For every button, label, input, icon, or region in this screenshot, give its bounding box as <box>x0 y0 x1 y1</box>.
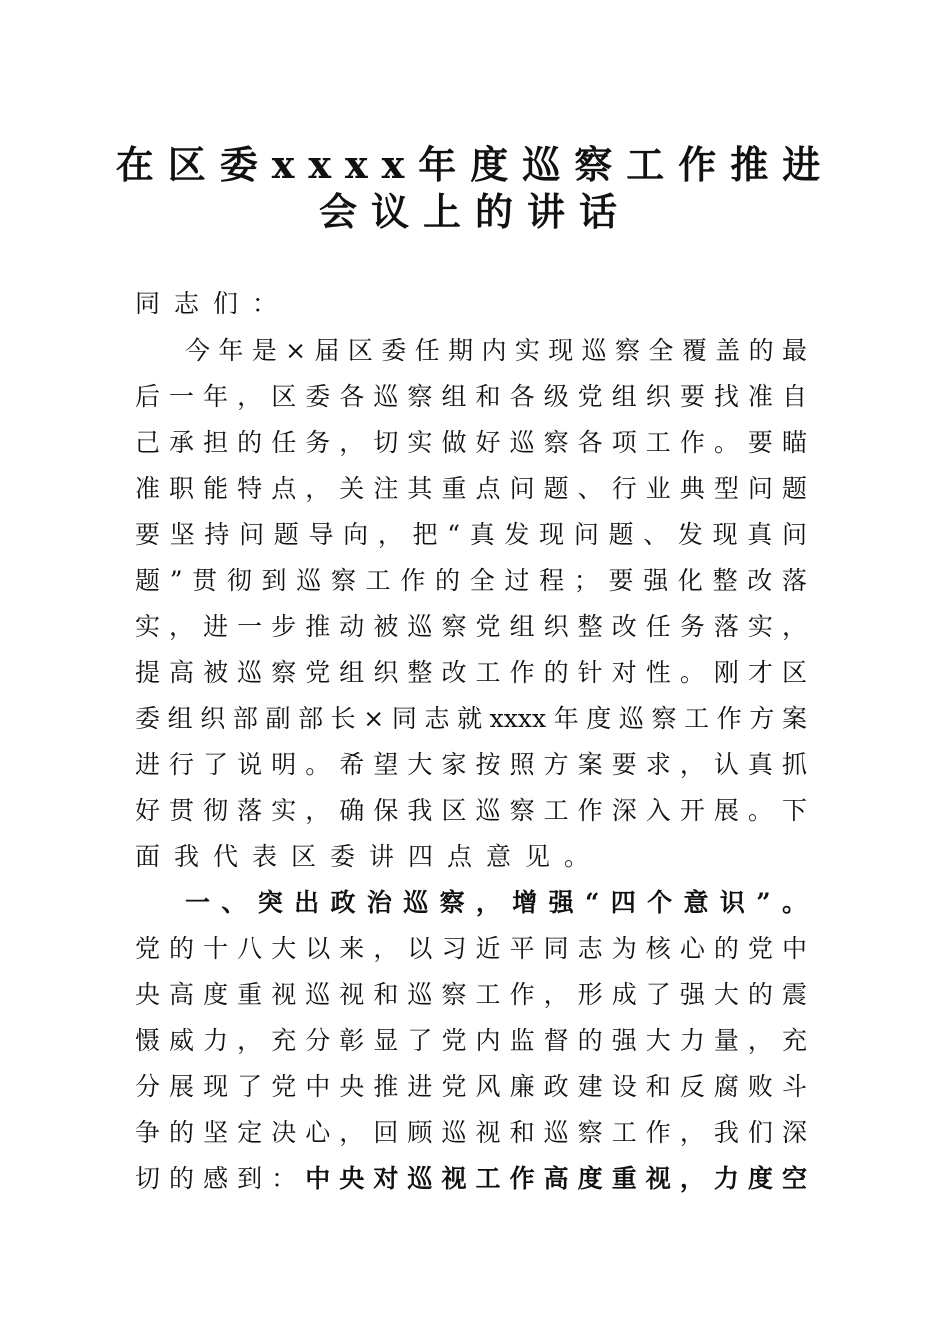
salutation: 同志们： <box>135 289 292 318</box>
document-title-line-2: 会议上的讲话 <box>318 189 631 234</box>
paragraph-line: 争的坚定决心，回顾巡视和巡察工作，我们深 <box>135 1118 807 1147</box>
document-title-line-1: 在区委xxxx年度巡察工作推进 <box>115 142 835 187</box>
last-line-normal-text: 切的感到： <box>135 1164 306 1193</box>
paragraph-line: 好贯彻落实，确保我区巡察工作深入开展。下 <box>135 796 807 825</box>
last-line-bold-text: 中央对巡视工作高度重视，力度空 <box>305 1164 807 1193</box>
paragraph-line: 央高度重视巡视和巡察工作，形成了强大的震 <box>135 980 807 1009</box>
paragraph-line: 提高被巡察党组织整改工作的针对性。刚才区 <box>135 658 807 687</box>
paragraph-line: 分展现了党中央推进党风廉政建设和反腐败斗 <box>135 1072 807 1101</box>
section-heading: 一、突出政治巡察，增强“四个意识”。 <box>185 888 807 917</box>
paragraph-line: 实，进一步推动被巡察党组织整改任务落实， <box>135 612 807 641</box>
paragraph-line: 要坚持问题导向，把“真发现问题、发现真问 <box>135 520 807 549</box>
paragraph-line: 今年是×届区委任期内实现巡察全覆盖的最 <box>185 336 807 365</box>
paragraph-line: 慑威力，充分彰显了党内监督的强大力量，充 <box>135 1026 807 1055</box>
paragraph-line: 后一年，区委各巡察组和各级党组织要找准自 <box>135 382 807 411</box>
paragraph-line-last <box>135 1166 807 1191</box>
paragraph-line: 面我代表区委讲四点意见。 <box>135 842 604 871</box>
paragraph-line: 题”贯彻到巡察工作的全过程；要强化整改落 <box>135 566 807 595</box>
paragraph-line: 进行了说明。希望大家按照方案要求，认真抓 <box>135 750 807 779</box>
paragraph-line: 党的十八大以来，以习近平同志为核心的党中 <box>135 934 807 963</box>
paragraph-line: 己承担的任务，切实做好巡察各项工作。要瞄 <box>135 428 807 457</box>
paragraph-line: 委组织部副部长×同志就xxxx年度巡察工作方案 <box>135 704 807 733</box>
paragraph-line: 准职能特点，关注其重点问题、行业典型问题 <box>135 474 807 503</box>
